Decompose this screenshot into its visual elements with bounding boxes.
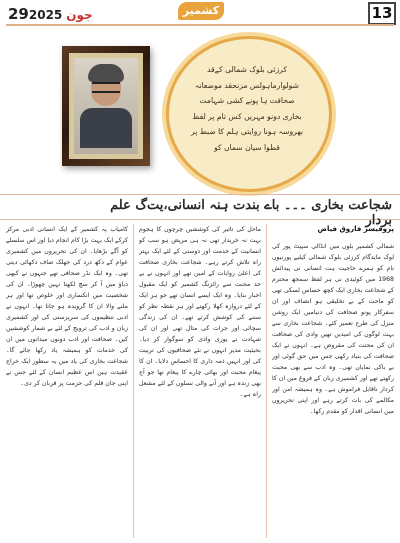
date-day: 29 (8, 5, 29, 23)
article-headline: شجاعت بخاری ۔۔۔ باے بندت ہنہ انسانی،یت‌گ علم بردار (110, 198, 392, 228)
date-month: جون (66, 8, 93, 22)
column-divider (266, 224, 267, 538)
column-2-text: ماحل کی تاثیر کی کوششیں چرچوں کا ہجوم بہت نہ خریدار تھی نہ ہی مریض ہو سب کو انسانیت کے خدمت اور دوستی کے لئے ایک بہتر راہ تلاش کرتے رہے۔ شجاعت بخاری صحافت کی اعلیٰ روایات کے امین تھے اور انہوں نے بے حد محنت سے رائزنگ کشمیر کو ایک مقبول اخبار بنایا۔ وہ ایک ایسے انسان تھے جو ہر ایک کے لئے دروازہ کھلا رکھتے اور ہر نقطہ نظر کو سننے کی کوشش کرتے تھے۔ ان کی زندگی سچائی اور جرات کی مثال تھی اور ان کی شہادت نے پوری وادی کو سوگوار کر دیا۔ بحیثیت مدیر انہوں نے نئے صحافیوں کی تربیت کی اور انہیں ذمہ داری کا احساس دلایا۔ ان کا پیغام محبت اور بھائی چارے کا پیغام تھا جو آج بھی زندہ ہے اور آنے والی نسلوں کے لئے مشعل راہ ہے۔ (139, 226, 261, 398)
issue-date (8, 5, 97, 23)
column-3-text: کامیاب پہ کشمیر کے ایک انسانی ادبی مرکز کرکے ایک بہت بڑا کام انجام دیا اور اس سلسلے کو آگے بڑھایا۔ ان کی تحریروں میں کشمیری عوام کے دکھ درد کی جھلک صاف دکھائی دیتی تھی۔ وہ ایک نڈر صحافی تھے جنہوں نے کبھی دباؤ میں آ کر سچ لکھنا نہیں چھوڑا۔ ان کی شخصیت میں انکساری اور خلوص تھا اور ہر ملنے والا ان کا گرویدہ ہو جاتا تھا۔ انہوں نے ادبی تنظیموں کی سرپرستی کی اور کشمیری زبان و ادب کی ترویج کے لئے بے شمار کوششیں کیں۔ صحافت اور ادب دونوں میدانوں میں ان کی خدمات کو ہمیشہ یاد رکھا جائے گا۔ شجاعت بخاری کی یاد میں یہ سطور ایک خراج عقیدت ہیں اس عظیم انسان کے لئے جس نے اپنی جان قلم کی حرمت پر قربان کر دی۔ (6, 226, 128, 387)
headline-band (0, 194, 400, 228)
author-byline: پروفیسر فاروق فیاض (317, 225, 394, 233)
article-body (6, 224, 394, 538)
portrait-photo (74, 58, 138, 154)
column-1-text: شمالی کشمیر بلوں میں انڈالی سپیٹ پور کی لوک مایدگام کرزئی بلوک شمالی کیلیے پورنیوں نام کو ہمرے حاجیت ہت انسانی نی پیدائش 1968 میں کوئیدی نی ہر لفظ سمجھ محترم کے شجاعت بخاری ایک کچھ حساس لسکی تھی کو ماحت کے بے تخلیقی ہو انصاف اور ان سفرکار پونو صحافت کی دنیامیں ایک روشن منزل کی طرح تعمیر کئے۔ شجاعت بخاری سے بہت لوگوں کی امیدیں تھیں وادی کی صحافت ان کی محنت کی مقروض ہے۔ انہوں نے ایک صحافت کی بنیاد رکھی جس میں حق گوئی اور بے باکی نمایاں تھی۔ وہ ادب سے بھی محبت رکھتے تھے اور کشمیری زبان کے فروغ میں ان کا کردار ناقابل فراموش ہے۔ وہ ہمیشہ امن اور مکالمے کی بات کرتے رہے اور اپنی تحریروں میں انسانی اقدار کو مقدم رکھا۔ (272, 243, 394, 415)
article-column-1 (272, 224, 394, 538)
article-column-3 (6, 224, 128, 538)
page-number: 13 (368, 2, 396, 25)
portrait-frame (62, 46, 150, 166)
hero-section (0, 28, 400, 188)
portrait-mat (69, 53, 143, 159)
header-divider (6, 24, 394, 26)
column-divider (133, 224, 134, 538)
article-column-2 (139, 224, 261, 538)
page-header (0, 0, 400, 24)
hero-quote: کرزئی بلوک شمالی کےقد شولوارماہولس مزنحقد موضعانہ صحافت ہا پونے کشی شہامت بخاری دونو مہریں کس تام پر لفظ بھروسہ ہونا روایتی ہلم کا ضبط پر قطوا سیان سماں کو (191, 65, 303, 152)
date-year: 2025 (28, 8, 63, 22)
publication-logo: کشمیر (178, 2, 224, 20)
